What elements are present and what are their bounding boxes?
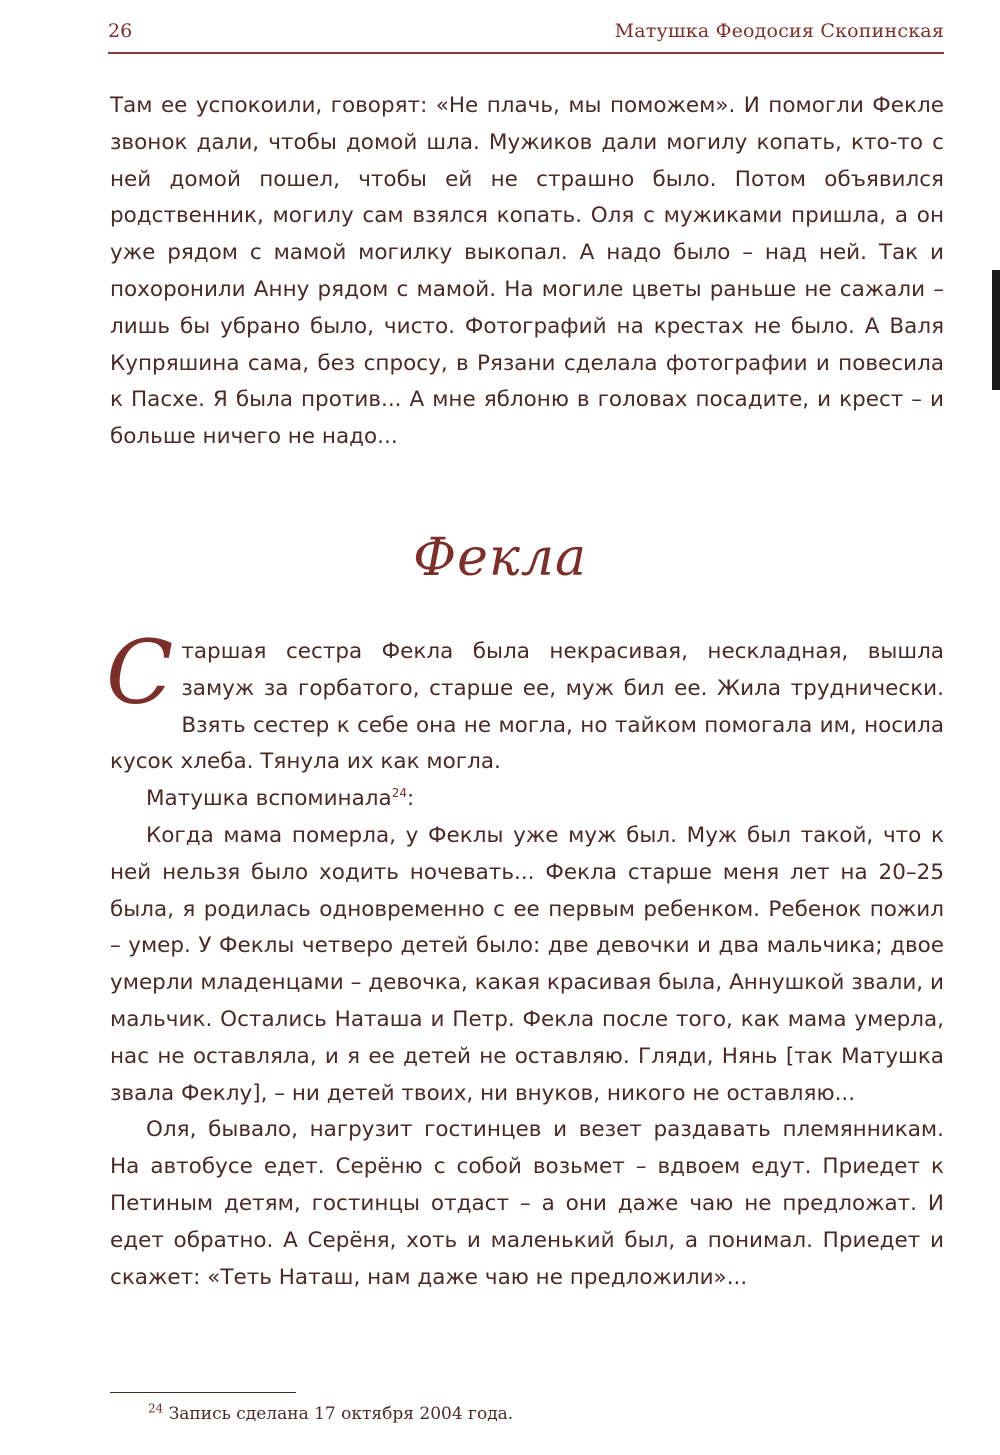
paragraph-3: Когда мама померла, у Феклы уже муж был. Муж был такой, что к ней нельзя было ходить ночевать... Фекла старше меня лет на 20–25 была, я родилась одновременно с ее первым ребенком. Ребенок пожил – умер. У Феклы четверо детей было: две девочки и два мальчика; двое умерли младенцами – девочка, какая красивая была, Аннушкой звали, и мальчик. Остались Наташа и Петр. Фекла после того, как мама умерла, нас не оставляла, и я ее детей не оставляю. Гляди, Нянь [так Матушка звала Феклу], – ни детей твоих, ни внуков, никого не оставляю... bbox=[110, 822, 944, 1106]
intro-text bbox=[110, 88, 944, 456]
footnote-number: 24 bbox=[148, 1401, 164, 1416]
scan-edge-mark bbox=[992, 270, 1000, 390]
section-title: Фекла bbox=[412, 528, 588, 588]
paragraph-1 bbox=[106, 621, 944, 781]
paragraph-2-colon: : bbox=[406, 786, 415, 812]
footnote bbox=[148, 1401, 514, 1424]
paragraph-4: Оля, бывало, нагрузит гостинцев и везет раздавать племянникам. На автобусе едет. Серёню с собой возьмет – вдвоем едут. Приедет к Петиным детям, гостинцы отдаст – а они даже чаю не предложат. И едет обратно. А Серёня, хоть и маленький был, а понимал. Приедет и скажет: «Теть Наташ, нам даже чаю не предложили»... bbox=[110, 1117, 944, 1290]
paragraph-2 bbox=[110, 781, 944, 818]
section-body bbox=[106, 621, 944, 1296]
footnote-rule bbox=[110, 1392, 296, 1393]
page-number: 26 bbox=[108, 20, 133, 42]
drop-cap: С bbox=[106, 621, 174, 724]
footnote-ref[interactable]: 24 bbox=[391, 786, 407, 801]
intro-paragraph: Там ее успокоили, говорят: «Не плачь, мы поможем». И помогли Фекле звонок дали, чтобы домой шла. Мужиков дали могилу копать, кто-то с ней домой пошел, чтобы ей не страшно было. Потом объявился родственник, могилу сам взялся копать. Оля с мужиками пришла, а он уже рядом с мамой могилку выкопал. А надо было – над ней. Так и похоронили Анну рядом с мамой. На могиле цветы раньше не сажали – лишь бы убрано было, чисто. Фотографий на крестах не было. А Валя Купряшина сама, без спросу, в Рязани сделала фотографии и повесила к Пасхе. Я была против... А мне яблоню в головах посадите, и крест – и больше ничего не надо... bbox=[110, 93, 944, 450]
running-title: Матушка Феодосия Скопинская bbox=[614, 20, 944, 42]
footnote-text: Запись сделана 17 октября 2004 года. bbox=[168, 1404, 514, 1424]
paragraph-1-text: таршая сестра Фекла была некрасивая, нескладная, вышла замуж за горбатого, старше ее, муж бил ее. Жила труднически. Взять сестер к себе она не могла, но тайком помогала им, носила кусок хлеба. Тянула их как могла. bbox=[110, 639, 944, 775]
paragraph-2-text: Матушка вспоминала bbox=[146, 786, 392, 812]
header-rule bbox=[108, 52, 944, 54]
page-header bbox=[108, 18, 944, 50]
